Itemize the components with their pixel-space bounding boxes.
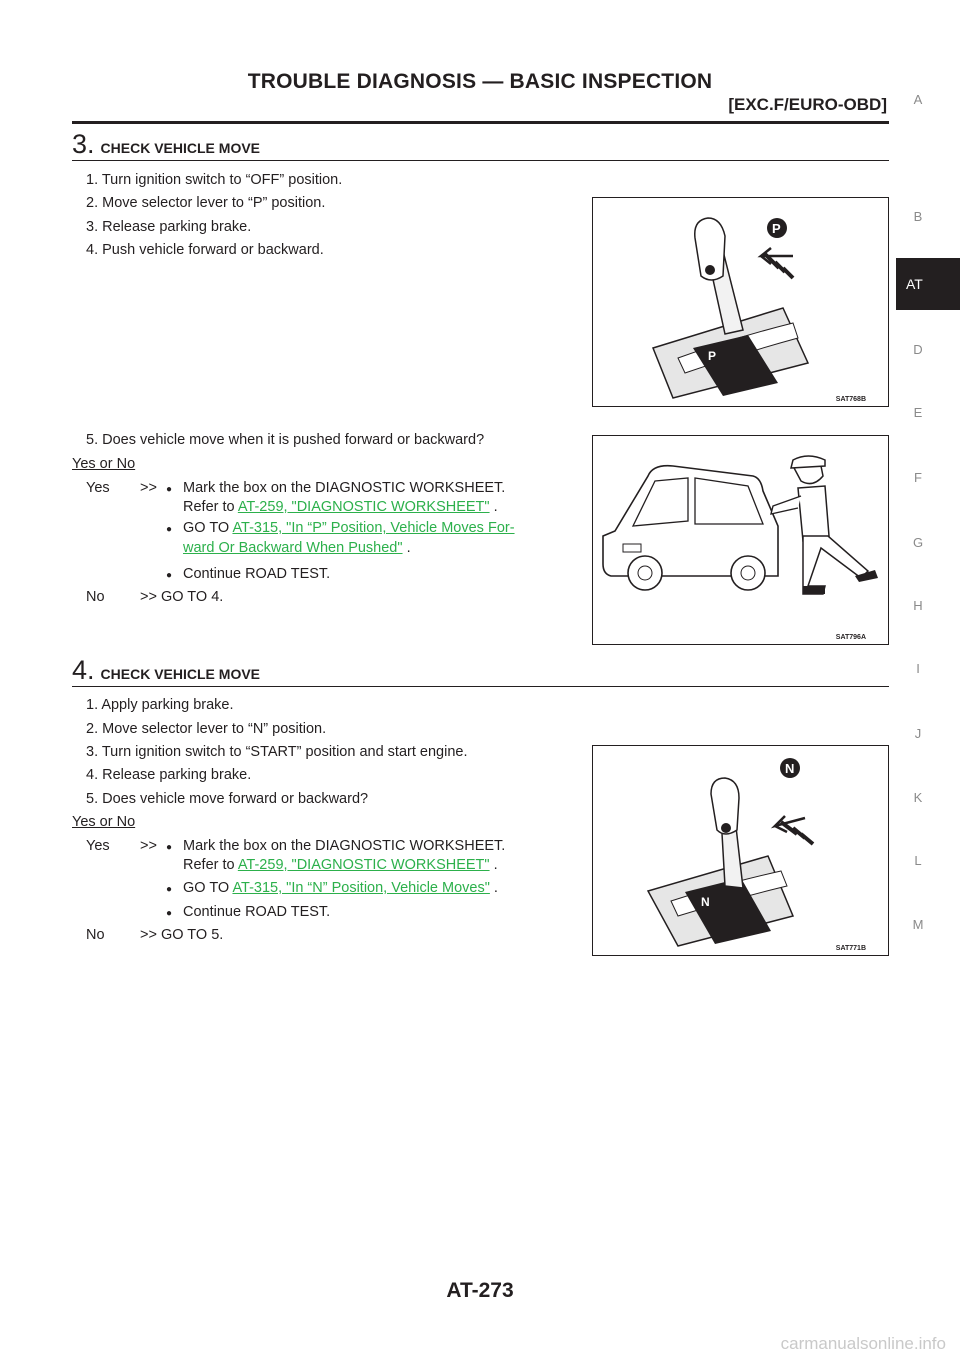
figure-id: SAT771B (835, 945, 866, 952)
step4-item-1: 1. Apply parking brake. (86, 697, 234, 713)
step3-yes-line1: Mark the box on the DIAGNOSTIC WORKSHEET. (183, 480, 506, 496)
section-tab-at-active[interactable]: AT (896, 258, 960, 310)
step4-yes-or-no: Yes or No (72, 814, 136, 830)
step3-continue: Continue ROAD TEST. (183, 566, 331, 582)
step4-no-label: No (86, 927, 105, 943)
step3-yes-label: Yes (86, 480, 110, 496)
figure-id: SAT768B (835, 396, 866, 403)
section-tab-e[interactable]: E (913, 405, 923, 420)
step4-heading: 4 . CHECK VEHICLE MOVE (72, 655, 261, 685)
step3-heading: 3 . CHECK VEHICLE MOVE (72, 129, 261, 159)
step3-no-text: >> GO TO 4. (140, 589, 224, 605)
step4-continue: Continue ROAD TEST. (183, 904, 331, 920)
section-tab-g[interactable]: G (912, 535, 924, 550)
bullet-icon: ● (166, 908, 173, 919)
badge-n: N (785, 761, 795, 776)
bullet-icon: ● (166, 524, 173, 535)
figure-selector-p (592, 197, 889, 407)
bullet-icon: ● (166, 884, 173, 895)
bullet-icon: ● (166, 570, 173, 581)
step4-item-4: 4. Release parking brake. (86, 767, 252, 783)
step3-refer: Refer to AT-259, "DIAGNOSTIC WORKSHEET" . (183, 499, 498, 515)
step4-refer: Refer to AT-259, "DIAGNOSTIC WORKSHEET" . (183, 857, 498, 873)
figure-push-vehicle (592, 435, 889, 645)
step4-goto: GO TO AT-315, "In “N” Position, Vehicle Moves" . (183, 880, 498, 896)
step3-rule (72, 160, 889, 161)
step4-rule (72, 686, 889, 687)
step3-item-2: 2. Move selector lever to “P” position. (86, 195, 326, 211)
step3-link-worksheet[interactable]: AT-259, "DIAGNOSTIC WORKSHEET" (237, 499, 490, 515)
section-tab-a[interactable]: A (913, 92, 923, 107)
section-tab-d[interactable]: D (913, 342, 923, 357)
figure-id: SAT796A (835, 634, 866, 641)
step3-link-p-position-cont[interactable]: ward Or Backward When Pushed" (183, 540, 403, 556)
step3-question: 5. Does vehicle move when it is pushed forward or backward? (86, 432, 485, 448)
step4-number: 4 (72, 655, 88, 685)
section-tab-k[interactable]: K (913, 790, 923, 805)
step3-title: CHECK VEHICLE MOVE (100, 140, 261, 156)
step4-yes-label: Yes (86, 838, 110, 854)
step3-yes-arrow: >> (140, 480, 157, 496)
step4-link-n-position[interactable]: AT-315, "In “N” Position, Vehicle Moves" (232, 880, 490, 896)
step4-yes-arrow: >> (140, 838, 157, 854)
plate-letter-p: P (708, 349, 717, 363)
step3-no-label: No (86, 589, 105, 605)
push-vehicle-illustration (593, 436, 887, 643)
step3-item-4: 4. Push vehicle forward or backward. (86, 242, 324, 258)
step3-number: 3 (72, 129, 88, 159)
step4-item-2: 2. Move selector lever to “N” position. (86, 721, 327, 737)
section-tab-j[interactable]: J (914, 726, 922, 741)
step4-no-text: >> GO TO 5. (140, 927, 224, 943)
step4-item-5: 5. Does vehicle move forward or backward? (86, 791, 369, 807)
watermark: carmanualsonline.info (780, 1334, 946, 1353)
badge-p: P (772, 221, 781, 236)
step3-item-3: 3. Release parking brake. (86, 219, 252, 235)
section-tab-b[interactable]: B (913, 209, 923, 224)
section-tab-m[interactable]: M (912, 917, 924, 932)
step3-goto: GO TO AT-315, "In “P” Position, Vehicle Moves For- (183, 520, 515, 536)
header-rule (72, 121, 889, 124)
plate-letter-n: N (701, 895, 710, 909)
section-tab-f[interactable]: F (914, 470, 922, 485)
step4-yes-line1: Mark the box on the DIAGNOSTIC WORKSHEET. (183, 838, 506, 854)
bullet-icon: ● (166, 484, 173, 495)
page-subtitle: [EXC.F/EURO-OBD] (728, 95, 887, 114)
section-tab-i[interactable]: I (916, 661, 920, 676)
step3-goto-cont: ward Or Backward When Pushed" . (183, 540, 411, 556)
section-tab-l[interactable]: L (914, 853, 922, 868)
selector-lever-n-illustration (593, 746, 887, 954)
step3-item-1: 1. Turn ignition switch to “OFF” position. (86, 172, 343, 188)
selector-lever-p-illustration (593, 198, 887, 405)
step4-item-3: 3. Turn ignition switch to “START” position and start engine. (86, 744, 468, 760)
page-title: TROUBLE DIAGNOSIS — BASIC INSPECTION (247, 70, 713, 93)
section-tab-h[interactable]: H (913, 598, 923, 613)
step4-link-worksheet[interactable]: AT-259, "DIAGNOSTIC WORKSHEET" (237, 857, 490, 873)
bullet-icon: ● (166, 842, 173, 853)
step3-link-p-position[interactable]: AT-315, "In “P” Position, Vehicle Moves For- (232, 520, 515, 536)
step4-title: CHECK VEHICLE MOVE (100, 666, 261, 682)
step3-yes-or-no: Yes or No (72, 456, 136, 472)
figure-selector-n (592, 745, 889, 956)
page-number: AT-273 (446, 1279, 514, 1302)
